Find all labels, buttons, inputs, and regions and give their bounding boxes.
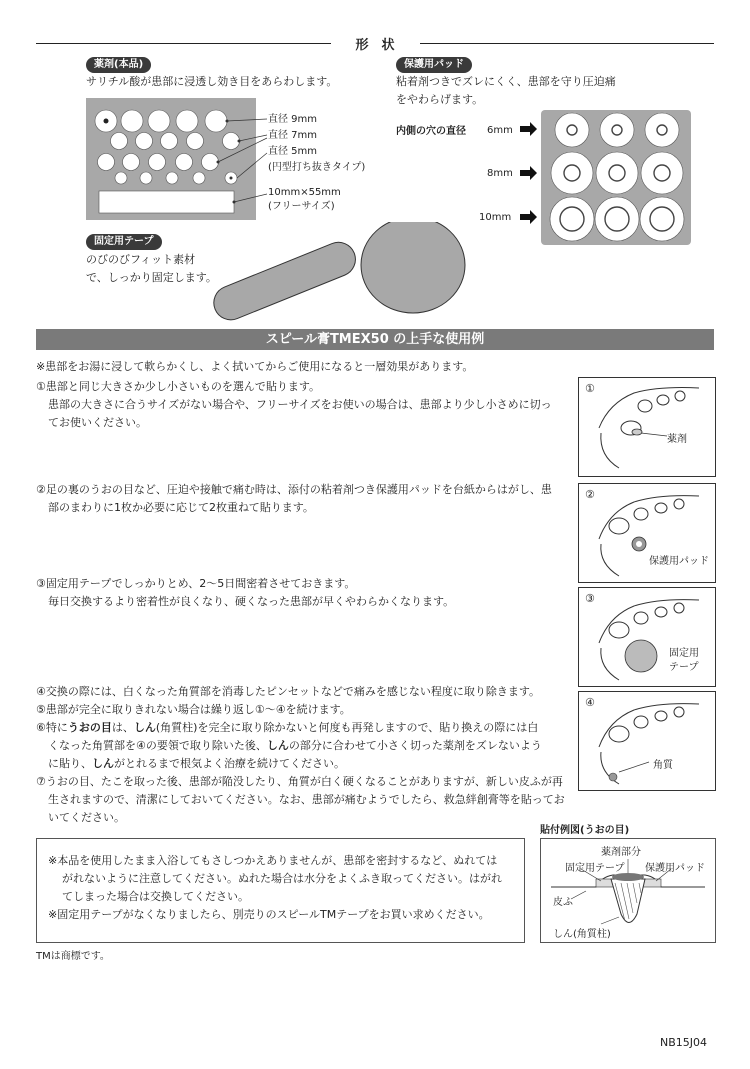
step4: ④交換の際には、白くなった角質部を消毒したピンセットなどで痛みを感じない程度に取り除きます。 [36,685,540,698]
figure-step3-label-a: 固定用 [669,648,699,659]
step7-line1: ⑦うおの目、たこを取った後、患部が陥没したり、角質が白く硬くなることがありますが、新しい皮ふが再 [36,775,563,788]
step1-line3: てお使いください。 [48,416,147,429]
size-round-type: (円型打ち抜きタイプ) [268,162,366,173]
step5: ⑤患部が完全に取りきれない場合は繰り返し①～④を続けます。 [36,703,351,716]
size-7mm: 直径 7mm [268,130,318,141]
size-free: 10mm×55mm [268,187,341,198]
step6-line3: に貼り、しんがとれるまで根気よく治療を続けてください。 [48,757,345,770]
caution-line3: てしまった場合は交換してください。 [62,890,249,903]
medicine-desc: サリチル酸が患部に浸透し効き目をあらわします。 [86,75,338,88]
tape-desc-1: のびのびフィット素材 [86,253,196,266]
trademark-note: TMは商標です。 [36,951,110,962]
figure-step3-number: ③ [585,592,595,605]
diagram-box [540,838,716,943]
tape-illustration [205,222,475,322]
size-free-note: (フリーサイズ) [268,201,335,212]
caution-line2: がれないように注意してください。ぬれた場合は水分をよくふき取ってください。はがれ [62,872,502,885]
step2-line1: ②足の裏のうおの目など、圧迫や接触で痛む時は、添付の粘着剤つき保護用パッドを台紙からはがし、患 [36,483,552,496]
size-5mm: 直径 5mm [268,146,318,157]
figure-step3 [578,587,716,687]
step6-line2: くなった角質部を④の要領で取り除いた後、しんの部分に合わせて小さく切った薬剤をズレないよう [48,739,542,752]
pad-size-6mm: 6mm [487,125,513,136]
step6-line1: ⑥特にうおの目は、しん(角質柱)を完全に取り除かないと何度も再発しますので、貼り換えの際には白 [36,721,539,734]
caution-line1: ※本品を使用したまま入浴してもさしつかえありませんが、患部を密封するなど、ぬれては [48,854,498,867]
foot-drawing-1 [579,378,715,476]
title-rule-right [420,43,714,44]
tape-tag: 固定用テープ [86,234,162,250]
pad-size-10mm: 10mm [479,212,512,223]
figure-step1-number: ① [585,382,595,395]
pad-sheet-illustration [520,108,695,248]
figure-step3-label-b: テープ [669,662,699,673]
diagram-core: しん(角質柱) [553,929,611,940]
size-9mm: 直径 9mm [268,114,318,125]
figure-step1 [578,377,716,477]
diagram-skin: 皮ふ [553,897,573,908]
diagram-medicine-part: 薬剤部分 [601,847,641,858]
foot-drawing-4 [579,692,715,790]
step3-line1: ③固定用テープでしっかりとめ、2～5日間密着させておきます。 [36,577,356,590]
step3-line2: 毎日交換するより密着性が良くなり、硬くなった患部が早くやわらかくなります。 [48,595,455,608]
foot-drawing-2 [579,484,715,582]
figure-step4-number: ④ [585,696,595,709]
usage-title-bar: スピール膏TMEX50 の上手な使用例 [36,329,714,350]
diagram-pad: 保護用パッド [645,863,705,874]
figure-step1-label: 薬剤 [667,434,687,445]
figure-step4-label: 角質 [653,760,673,771]
step7-line2: 生されますので、清潔にしておいてください。なお、患部が痛むようでしたら、救急絆創膏等を貼ってお [48,793,565,806]
pad-tag: 保護用パッド [396,57,472,73]
pad-desc-1: 粘着剤つきでズレにくく、患部を守り圧迫痛 [396,75,616,88]
tape-desc-2: で、しっかり固定します。 [86,271,217,284]
caution-line4: ※固定用テープがなくなりましたら、別売りのスピールTMテープをお買い求めください。 [48,908,490,921]
pad-size-8mm: 8mm [487,168,513,179]
title-rule-left [36,43,331,44]
diagram-title: 貼付例図(うおの目) [540,825,630,836]
product-code: NB15J04 [660,1036,708,1049]
figure-step2 [578,483,716,583]
figure-step4 [578,691,716,791]
step1-line2: 患部の大きさに合うサイズがない場合や、フリーサイズをお使いの場合は、患部より少し小さめに切っ [48,398,552,411]
step1-line1: ①患部と同じ大きさか少し小さいものを選んで貼ります。 [36,380,320,393]
medicine-tag: 薬剤(本品) [86,57,151,73]
pad-desc-2: をやわらげます。 [396,93,484,106]
step2-line2: 部のまわりに1枚か必要に応じて2枚重ねて貼ります。 [48,501,314,514]
figure-step2-label: 保護用パッド [649,556,709,567]
usage-note: ※患部をお湯に浸して軟らかくし、よく拭いてからご使用になると一層効果があります。 [36,360,474,373]
diagram-tape: 固定用テープ [565,863,625,874]
inner-diameter-label: 内側の穴の直径 [396,126,466,137]
shape-title: 形 状 [355,38,395,53]
step7-line3: いてください。 [48,811,125,824]
figure-step2-number: ② [585,488,595,501]
